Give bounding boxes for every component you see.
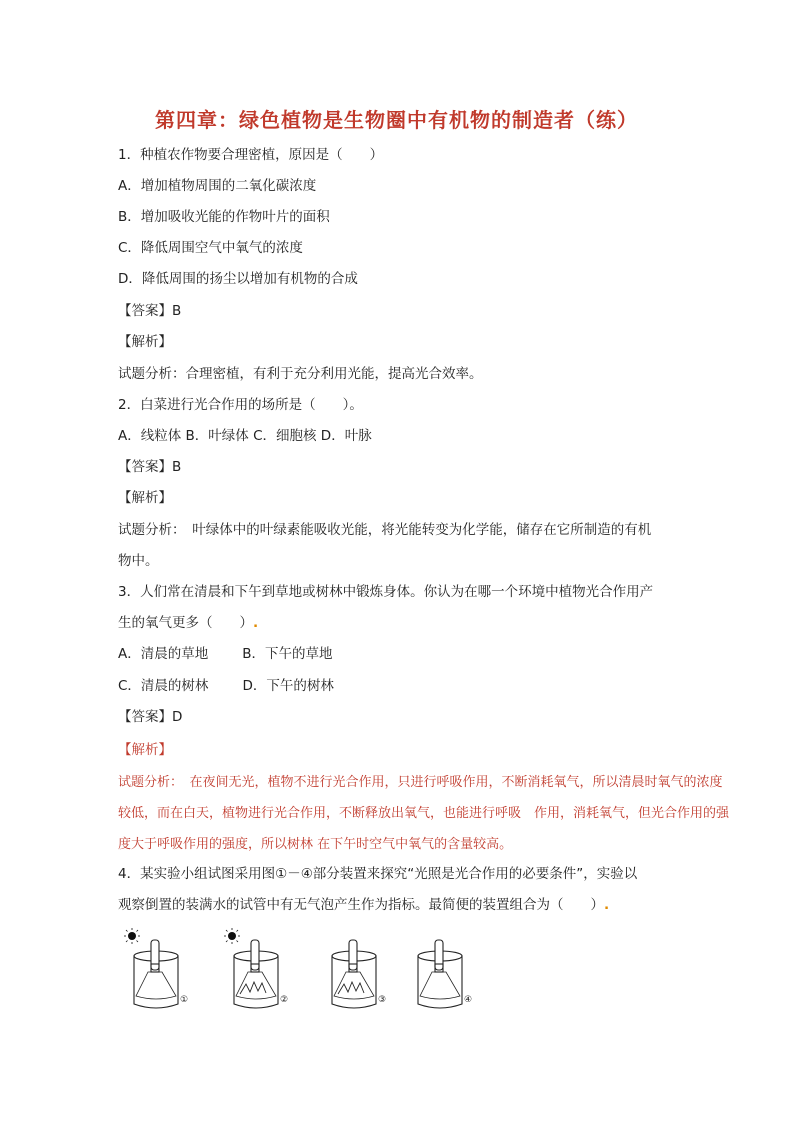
q2-options: A．线粒体 B．叶绿体 C．细胞核 D．叶脉 xyxy=(118,428,372,444)
q3-answer: 【答案】D xyxy=(118,709,183,725)
q3-options-row-2 xyxy=(118,677,788,695)
label-2: ② xyxy=(280,995,289,1005)
q1-stem: 1．种植农作物要合理密植，原因是（ ） xyxy=(118,147,384,163)
q3-analysis-line-2: 较低，而在白天，植物进行光合作用，不断释放出氧气，也能进行呼吸 作用，消耗氧气，但光合作用的强 xyxy=(118,806,730,821)
q3-option-c: C．清晨的树林 xyxy=(118,678,209,694)
q1-option-c: C．降低周围空气中氧气的浓度 xyxy=(118,240,303,256)
q1-answer: 【答案】B xyxy=(118,303,182,319)
q2-answer: 【答案】B xyxy=(118,459,182,475)
q3-analysis-line-1: 试题分析： 在夜间无光，植物不进行光合作用，只进行呼吸作用，不断消耗氧气，所以清晨时氧气的浓度 xyxy=(118,775,723,790)
q1-option-a: A．增加植物周围的二氧化碳浓度 xyxy=(118,178,317,194)
q3-option-a: A．清晨的草地 xyxy=(118,646,209,662)
q3-stem-line-1: 3．人们常在清晨和下午到草地或树林中锻炼身体。你认为在哪一个环境中植物光合作用产 xyxy=(118,584,654,600)
q3-options-row-1 xyxy=(118,645,788,663)
page-title: 第四章：绿色植物是生物圈中有机物的制造者（练） xyxy=(155,108,638,132)
beaker-2 xyxy=(234,940,278,1008)
sun-icon xyxy=(224,928,240,944)
q1-option-d: D．降低周围的扬尘以增加有机物的合成 xyxy=(118,271,358,287)
q1-option-b: B．增加吸收光能的作物叶片的面积 xyxy=(118,209,330,225)
q3-stem-dot: . xyxy=(253,615,259,631)
experiment-apparatus-figure xyxy=(118,926,478,1026)
q1-analysis: 试题分析：合理密植，有利于充分利用光能，提高光合效率。 xyxy=(118,366,483,382)
q3-analysis-label: 【解析】 xyxy=(118,742,172,758)
q4-stem-line-1: 4．某实验小组试图采用图①－④部分装置来探究“光照是光合作用的必要条件”，实验以 xyxy=(118,866,638,882)
sun-icon xyxy=(124,928,140,944)
q1-analysis-label: 【解析】 xyxy=(118,334,172,350)
label-1: ① xyxy=(180,995,189,1005)
q3-stem-line-2 xyxy=(118,614,788,632)
q4-stem-dot: . xyxy=(604,897,610,913)
label-3: ③ xyxy=(378,995,387,1005)
q4-stem-line-2 xyxy=(118,896,788,914)
q2-analysis-line-1: 试题分析： 叶绿体中的叶绿素能吸收光能，将光能转变为化学能，储存在它所制造的有机 xyxy=(118,522,652,538)
q4-stem-text: 观察倒置的装满水的试管中有无气泡产生作为指标。最简便的装置组合为（ ） xyxy=(118,897,604,913)
q3-analysis-line-3: 度大于呼吸作用的强度，所以树林 在下午时空气中氧气的含量较高。 xyxy=(118,837,513,852)
q2-analysis-line-2: 物中。 xyxy=(118,553,159,569)
beaker-3 xyxy=(332,940,376,1008)
q3-option-d: D．下午的树林 xyxy=(242,678,334,694)
q2-analysis-label: 【解析】 xyxy=(118,490,172,506)
q3-option-b: B．下午的草地 xyxy=(242,646,333,662)
beaker-1 xyxy=(134,940,178,1008)
q3-stem-text: 生的氧气更多（ ） xyxy=(118,615,253,631)
q2-stem: 2．白菜进行光合作用的场所是（ ）。 xyxy=(118,397,363,413)
beaker-4 xyxy=(418,940,462,1008)
label-4: ④ xyxy=(464,995,473,1005)
